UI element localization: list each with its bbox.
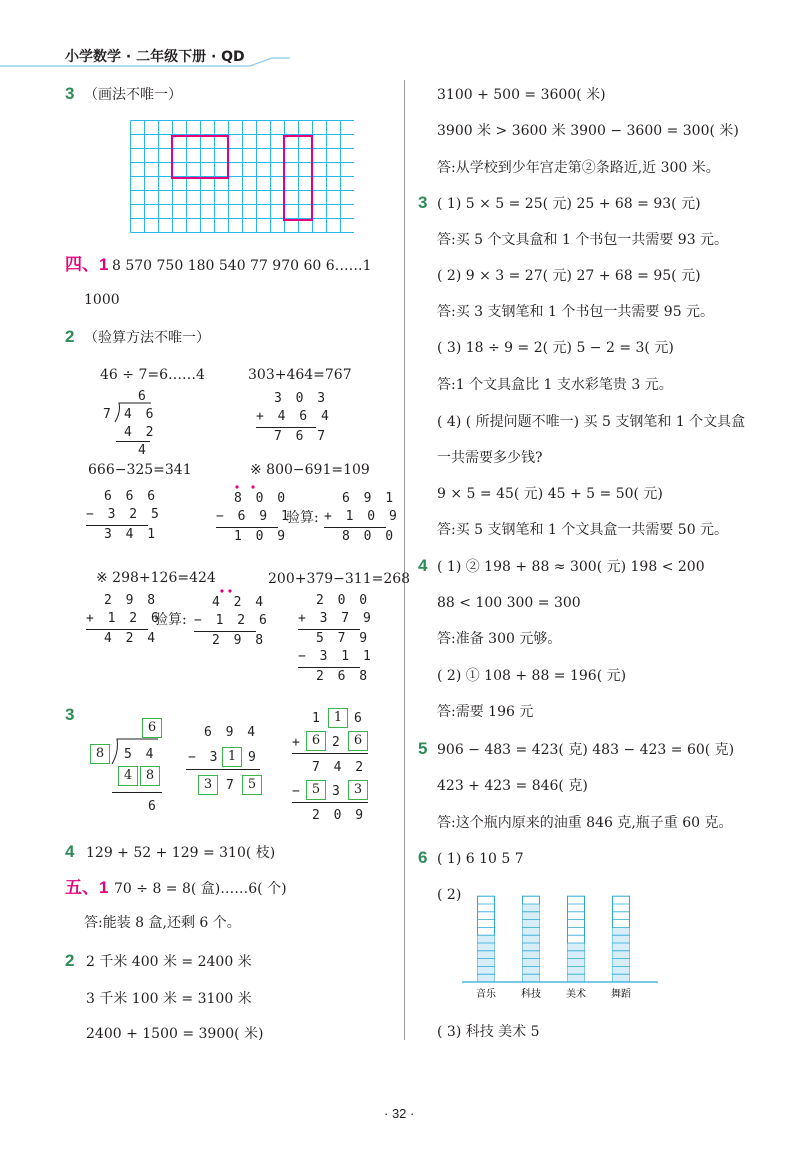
calc3-result: 3 4 1 [104,527,159,542]
r-q3-4-cont: 一共需要多少钱? [437,450,543,466]
bar-label-3: 舞蹈 [611,989,631,1000]
r-q3-3-answer: 答:1 个文具盒比 1 支水彩笔贵 3 元。 [437,377,673,393]
r-q4-number: 4 [418,556,428,575]
r-q5-answer: 答:这个瓶内原来的油重 846 克,瓶子重 60 克。 [437,815,733,831]
p3-a3: 6 [354,711,365,726]
p3-b2: 2 [332,735,343,750]
calc1-remainder: 4 [138,443,149,458]
p2-r2: 7 [226,778,237,793]
q52-line2: 3 千米 100 米 = 3100 米 [86,991,252,1007]
r-q6-1: ( 1) 6 10 5 7 [437,851,524,867]
r-q3-4-calc: 9 × 5 = 45( 元) 45 + 5 = 50( 元) [437,486,663,502]
calc6-sub: − 3 1 1 [298,649,374,664]
p3-box-d3: 3 [348,780,368,800]
r-line3: 答:从学校到少年宫走第②条路近,近 300 米。 [437,160,720,176]
p3-d2: 3 [332,784,343,799]
drawing-grid [130,120,354,234]
q51-answer: 答:能装 8 盒,还剩 6 个。 [84,915,241,931]
calc2-result: 7 6 7 [274,429,329,444]
q41-number: 四、1 [65,255,109,274]
calc5-check-label: 验算: [154,612,187,628]
q43-number: 3 [65,705,75,724]
calc6-result: 2 6 8 [316,669,371,684]
calc6-line2 [298,667,360,668]
p3-result: 2 0 9 [312,808,367,823]
p2-box-r3: 5 [242,775,262,795]
p1-product-box2: 8 [140,766,160,786]
p1-dividend: 5 4 [124,747,157,762]
calc6-line1 [298,629,360,630]
calc1-title: 46 ÷ 7=6……4 [100,367,205,383]
q42-number: 2 [65,327,75,346]
calc1-line [116,441,150,442]
r-q3-1: ( 1) 5 × 5 = 25( 元) 25 + 68 = 93( 元) [437,196,701,212]
p3-plus: + [292,735,303,750]
r-q3-3: ( 3) 18 ÷ 9 = 2( 元) 5 − 2 = 3( 元) [437,340,674,356]
r-q6-2: ( 2) [437,887,462,903]
bar-chart [460,880,660,1005]
calc4-check-result: 8 0 0 [342,529,397,544]
bar-label-1: 科技 [521,989,541,1000]
calc3-top: 6 6 6 [104,489,159,504]
p3-line2 [292,802,368,803]
calc4-check-line [324,527,386,528]
calc5-check-line [194,631,256,632]
r-q3-1-answer: 答:买 5 个文具盒和 1 个书包一共需要 93 元。 [437,232,729,248]
calc2-title: 303+464=767 [248,367,352,383]
r-q3-2-answer: 答:买 3 支钢笔和 1 个书包一共需要 95 元。 [437,304,715,320]
calc1-product: 4 2 [124,425,157,440]
calc1-quotient: 6 [138,389,149,404]
p2-line [186,769,260,770]
calc5-check-result: 2 9 8 [212,633,267,648]
calc4-check-add: + 1 0 9 [324,509,400,524]
bar-label-2: 美术 [566,989,586,1000]
p3-box-a2: 1 [328,708,348,728]
calc2-addend: + 4 6 4 [256,409,332,424]
calc5-line [86,629,148,630]
calc2-top: 3 0 3 [274,391,329,406]
calc6-add: + 3 7 9 [298,611,374,626]
calc5-add: + 1 2 6 [86,611,162,626]
calc6-title: 200+379−311=268 [268,571,411,587]
bar-美术 [568,943,585,982]
calc3-sub: − 3 2 5 [86,507,162,522]
p1-product-box1: 4 [118,766,138,786]
calc6-mid: 5 7 9 [316,631,371,646]
p1-divisor-box: 8 [90,744,110,764]
q44-number: 4 [65,842,75,861]
q3-number: 3 [65,84,75,103]
p1-remainder: 6 [148,799,159,814]
calc5-borrow-dots [210,587,250,595]
r-q4-1-cont: 88 < 100 300 = 300 [437,595,581,611]
q42-note: （验算方法不唯一） [84,330,210,346]
r-q4-2-answer: 答:需要 196 元 [437,704,534,720]
p1-line [112,792,162,793]
r-q3-4: ( 4) ( 所提问题不唯一) 买 5 支钢笔和 1 个文具盒 [437,414,746,430]
p3-line1 [292,753,368,754]
calc5-check-top: 4 2 4 [212,595,267,610]
r-q5-1: 906 − 483 = 423( 克) 483 − 423 = 60( 克) [437,742,735,758]
column-divider [404,80,405,1040]
calc4-line [216,527,278,528]
q41-answers-tail: 1000 [84,292,120,308]
calc6-top: 2 0 0 [316,593,371,608]
p2-top: 6 9 4 [204,725,259,740]
p3-a1: 1 [312,711,323,726]
calc4-top: 8 0 0 [234,491,289,506]
calc4-check-top: 6 9 1 [342,491,397,506]
r-q4-1-answer: 答:准备 300 元够。 [437,631,562,647]
calc2-line [256,427,316,428]
q52-line3: 2400 + 1500 = 3900( 米) [86,1026,264,1042]
calc5-check-sub: − 1 2 6 [194,613,270,628]
r-q3-2: ( 2) 9 × 3 = 27( 元) 27 + 68 = 95( 元) [437,268,701,284]
q51-number: 五、1 [65,878,109,897]
p3-minus: − [292,784,303,799]
p3-box-b1: 6 [306,731,326,751]
calc3-line [86,525,148,526]
calc4-title: ※ 800−691=109 [250,462,370,478]
r-line1: 3100 + 500 = 3600( 米) [437,87,606,103]
q44-answer: 129 + 52 + 129 = 310( 枝) [86,845,276,861]
r-q5-number: 5 [418,739,428,758]
r-q4-1: ( 1) ② 198 + 88 ≈ 300( 元) 198 < 200 [437,559,705,575]
calc5-title: ※ 298+126=424 [96,570,216,586]
q52-number: 2 [65,951,75,970]
p2-box-r1: 3 [198,775,218,795]
r-q3-4-answer: 答:买 5 支钢笔和 1 个文具盒一共需要 50 元。 [437,522,729,538]
page-number: · 32 · [384,1106,415,1121]
r-q6-3: ( 3) 科技 美术 5 [437,1024,540,1040]
q41-answers: 8 570 750 180 540 77 970 60 6……1 [112,258,372,274]
r-q5-2: 423 + 423 = 846( 克) [437,778,588,794]
r-q6-number: 6 [418,848,428,867]
calc4-sub: − 6 9 1 [216,509,292,524]
r-q4-2: ( 2) ① 108 + 88 = 196( 元) [437,668,627,684]
calc4-check-label: 验算: [286,510,319,526]
calc4-result: 1 0 9 [234,529,289,544]
p1-quotient-box: 6 [142,718,162,738]
r-q3-number: 3 [418,193,428,212]
calc4-borrow-dots [232,483,272,491]
p3-mid: 7 4 2 [312,760,367,775]
calc1-divisor: 7 [103,407,114,422]
calc3-title: 666−325=341 [88,462,192,478]
q3-note: （画法不唯一） [84,87,182,103]
p3-box-d1: 5 [306,780,326,800]
calc5-top: 2 9 8 [104,593,159,608]
q51-equation: 70 ÷ 8 = 8( 盒)……6( 个) [114,881,287,897]
p2-box-tens: 1 [222,747,242,767]
r-line2: 3900 米 > 3600 米 3900 − 3600 = 300( 米) [437,123,739,139]
p2-ones: 9 [248,750,259,765]
p3-box-b3: 6 [348,731,368,751]
calc1-dividend: 4 6 [124,407,157,422]
q52-line1: 2 千米 400 米 = 2400 米 [86,954,252,970]
p2-minus: − 3 [188,750,221,765]
bar-label-0: 音乐 [476,989,496,1000]
page-header-title: 小学数学 · 二年级下册 · QD [65,49,245,65]
calc5-result: 4 2 4 [104,631,159,646]
